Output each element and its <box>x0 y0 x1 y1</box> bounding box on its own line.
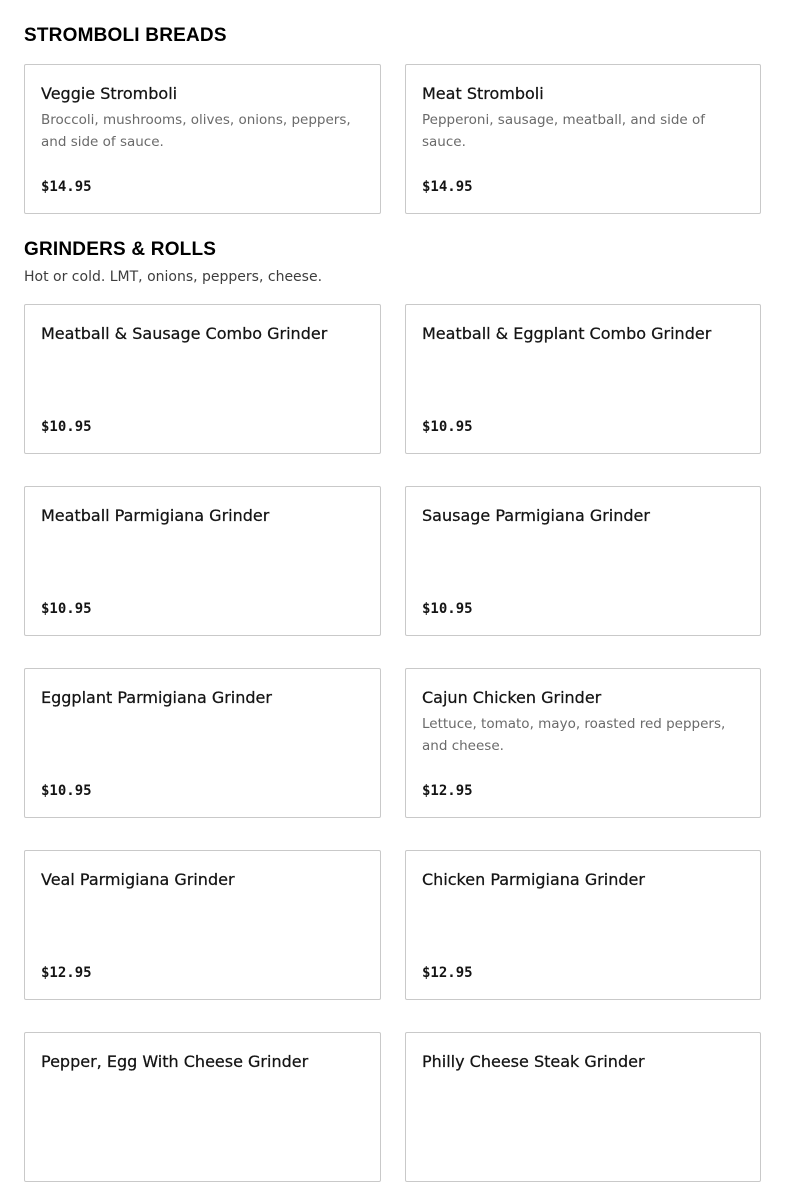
grinders-items-grid <box>24 304 761 1182</box>
menu-item-card[interactable] <box>405 850 761 1000</box>
menu-item-name: Meat Stromboli <box>422 84 544 103</box>
menu-item-card[interactable] <box>24 850 381 1000</box>
menu-item-card[interactable] <box>24 668 381 818</box>
menu-item-card[interactable] <box>405 668 761 818</box>
menu-item-card[interactable] <box>24 64 381 214</box>
menu-item-price: $14.95 <box>41 179 92 195</box>
section-title-stromboli-breads: STROMBOLI BREADS <box>24 25 227 46</box>
menu-item-name: Meatball Parmigiana Grinder <box>41 506 270 525</box>
menu-item-name: Meatball & Eggplant Combo Grinder <box>422 324 712 343</box>
menu-item-price: $10.95 <box>422 419 473 435</box>
menu-item-card[interactable] <box>24 304 381 454</box>
menu-item-price: $10.95 <box>41 783 92 799</box>
menu-item-description: Lettuce, tomato, mayo, roasted red peppers, and cheese. <box>422 716 726 754</box>
menu-item-name: Meatball & Sausage Combo Grinder <box>41 324 328 343</box>
menu-item-price: $10.95 <box>41 601 92 617</box>
menu-item-price: $12.95 <box>422 965 473 981</box>
menu-item-name: Eggplant Parmigiana Grinder <box>41 688 272 707</box>
menu-item-card[interactable] <box>405 64 761 214</box>
menu-item-card[interactable] <box>405 304 761 454</box>
menu-item-price: $10.95 <box>422 601 473 617</box>
menu-item-price: $14.95 <box>422 179 473 195</box>
menu-item-card[interactable] <box>405 486 761 636</box>
menu-item-name: Cajun Chicken Grinder <box>422 688 602 707</box>
menu-item-name: Philly Cheese Steak Grinder <box>422 1052 645 1071</box>
menu-item-name: Veal Parmigiana Grinder <box>41 870 235 889</box>
menu-item-price: $12.95 <box>422 783 473 799</box>
menu-item-description: Broccoli, mushrooms, olives, onions, peppers, and side of sauce. <box>41 112 351 150</box>
menu-item-name: Sausage Parmigiana Grinder <box>422 506 650 525</box>
section-title-grinders-rolls: GRINDERS & ROLLS <box>24 239 217 260</box>
menu-item-name: Chicken Parmigiana Grinder <box>422 870 645 889</box>
menu-item-name: Pepper, Egg With Cheese Grinder <box>41 1052 309 1071</box>
menu-item-card[interactable] <box>405 1032 761 1182</box>
menu-item-price: $12.95 <box>41 965 92 981</box>
menu-item-price: $10.95 <box>41 419 92 435</box>
section-description: Hot or cold. LMT, onions, peppers, cheese. <box>24 269 323 285</box>
stromboli-items-grid <box>24 64 761 214</box>
menu-item-description: Pepperoni, sausage, meatball, and side of sauce. <box>422 112 706 150</box>
menu-item-card[interactable] <box>24 1032 381 1182</box>
menu-item-card[interactable] <box>24 486 381 636</box>
menu-item-name: Veggie Stromboli <box>41 84 178 103</box>
